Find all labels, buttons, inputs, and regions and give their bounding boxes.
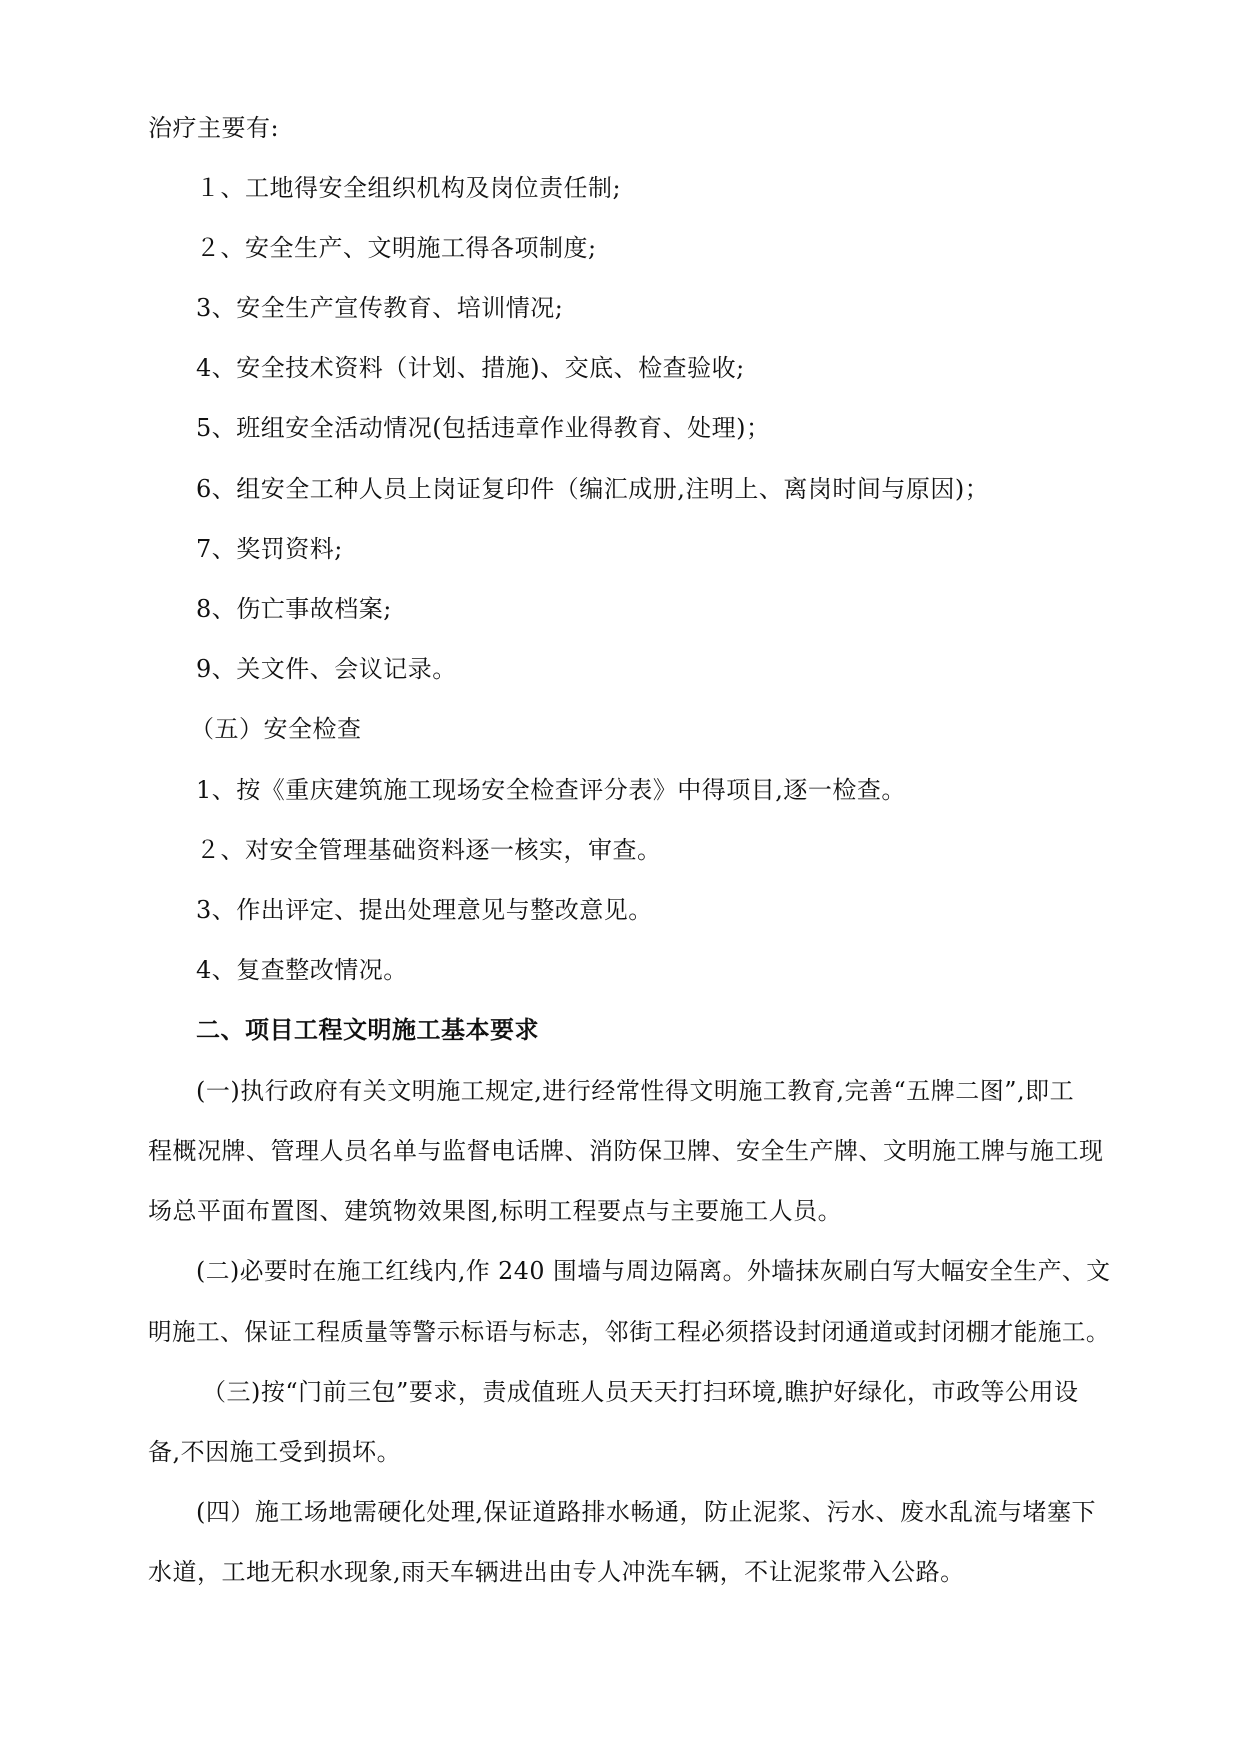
paragraph-line: 备,不因施工受到损坏。 — [148, 1438, 402, 1466]
list-item: 3、作出评定、提出处理意见与整改意见。 — [196, 896, 653, 924]
paragraph-line: (一)执行政府有关文明施工规定,进行经常性得文明施工教育,完善“五牌二图”,即工 — [196, 1077, 1075, 1105]
list-item: 8、伤亡事故档案; — [196, 595, 392, 623]
list-item: １、工地得安全组织机构及岗位责任制; — [196, 174, 622, 202]
list-item: 5、班组安全活动情况(包括违章作业得教育、处理)； — [196, 414, 771, 442]
list-item: 4、安全技术资料（计划、措施)、交底、检查验收; — [196, 354, 745, 382]
list-item: 1、按《重庆建筑施工现场安全检查评分表》中得项目,逐一检查。 — [196, 776, 906, 804]
paragraph-line: （三)按“门前三包”要求，责成值班人员天天打扫环境,瞧护好绿化，市政等公用设 — [202, 1378, 1079, 1406]
list-item: 6、组安全工种人员上岗证复印件（编汇成册,注明上、离岗时间与原因)； — [196, 475, 990, 503]
paragraph-line: 程概况牌、管理人员名单与监督电话牌、消防保卫牌、安全生产牌、文明施工牌与施工现 — [148, 1137, 1104, 1165]
paragraph-line: 治疗主要有: — [148, 114, 280, 142]
paragraph-line: 水道，工地无积水现象,雨天车辆进出由专人冲洗车辆，不让泥浆带入公路。 — [148, 1558, 965, 1586]
paragraph-line: 明施工、保证工程质量等警示标语与标志，邻街工程必须搭设封闭通道或封闭棚才能施工。 — [148, 1318, 1110, 1346]
paragraph-line: (四）施工场地需硬化处理,保证道路排水畅通，防止泥浆、污水、废水乱流与堵塞下 — [196, 1498, 1096, 1526]
chapter-heading: 二、项目工程文明施工基本要求 — [196, 1015, 539, 1044]
list-item: 7、奖罚资料; — [196, 535, 343, 563]
section-heading: （五）安全检查 — [190, 715, 362, 743]
list-item: ２、安全生产、文明施工得各项制度; — [196, 234, 597, 262]
list-item: ２、对安全管理基础资料逐一核实，审查。 — [196, 836, 662, 864]
list-item: 3、安全生产宣传教育、培训情况; — [196, 294, 564, 322]
paragraph-line: (二)必要时在施工红线内,作 240 围墙与周边隔离。外墙抹灰刷白写大幅安全生产、文 — [196, 1257, 1111, 1285]
list-item: 9、关文件、会议记录。 — [196, 655, 457, 683]
paragraph-line: 场总平面布置图、建筑物效果图,标明工程要点与主要施工人员。 — [148, 1197, 843, 1225]
list-item: 4、复查整改情况。 — [196, 956, 408, 984]
